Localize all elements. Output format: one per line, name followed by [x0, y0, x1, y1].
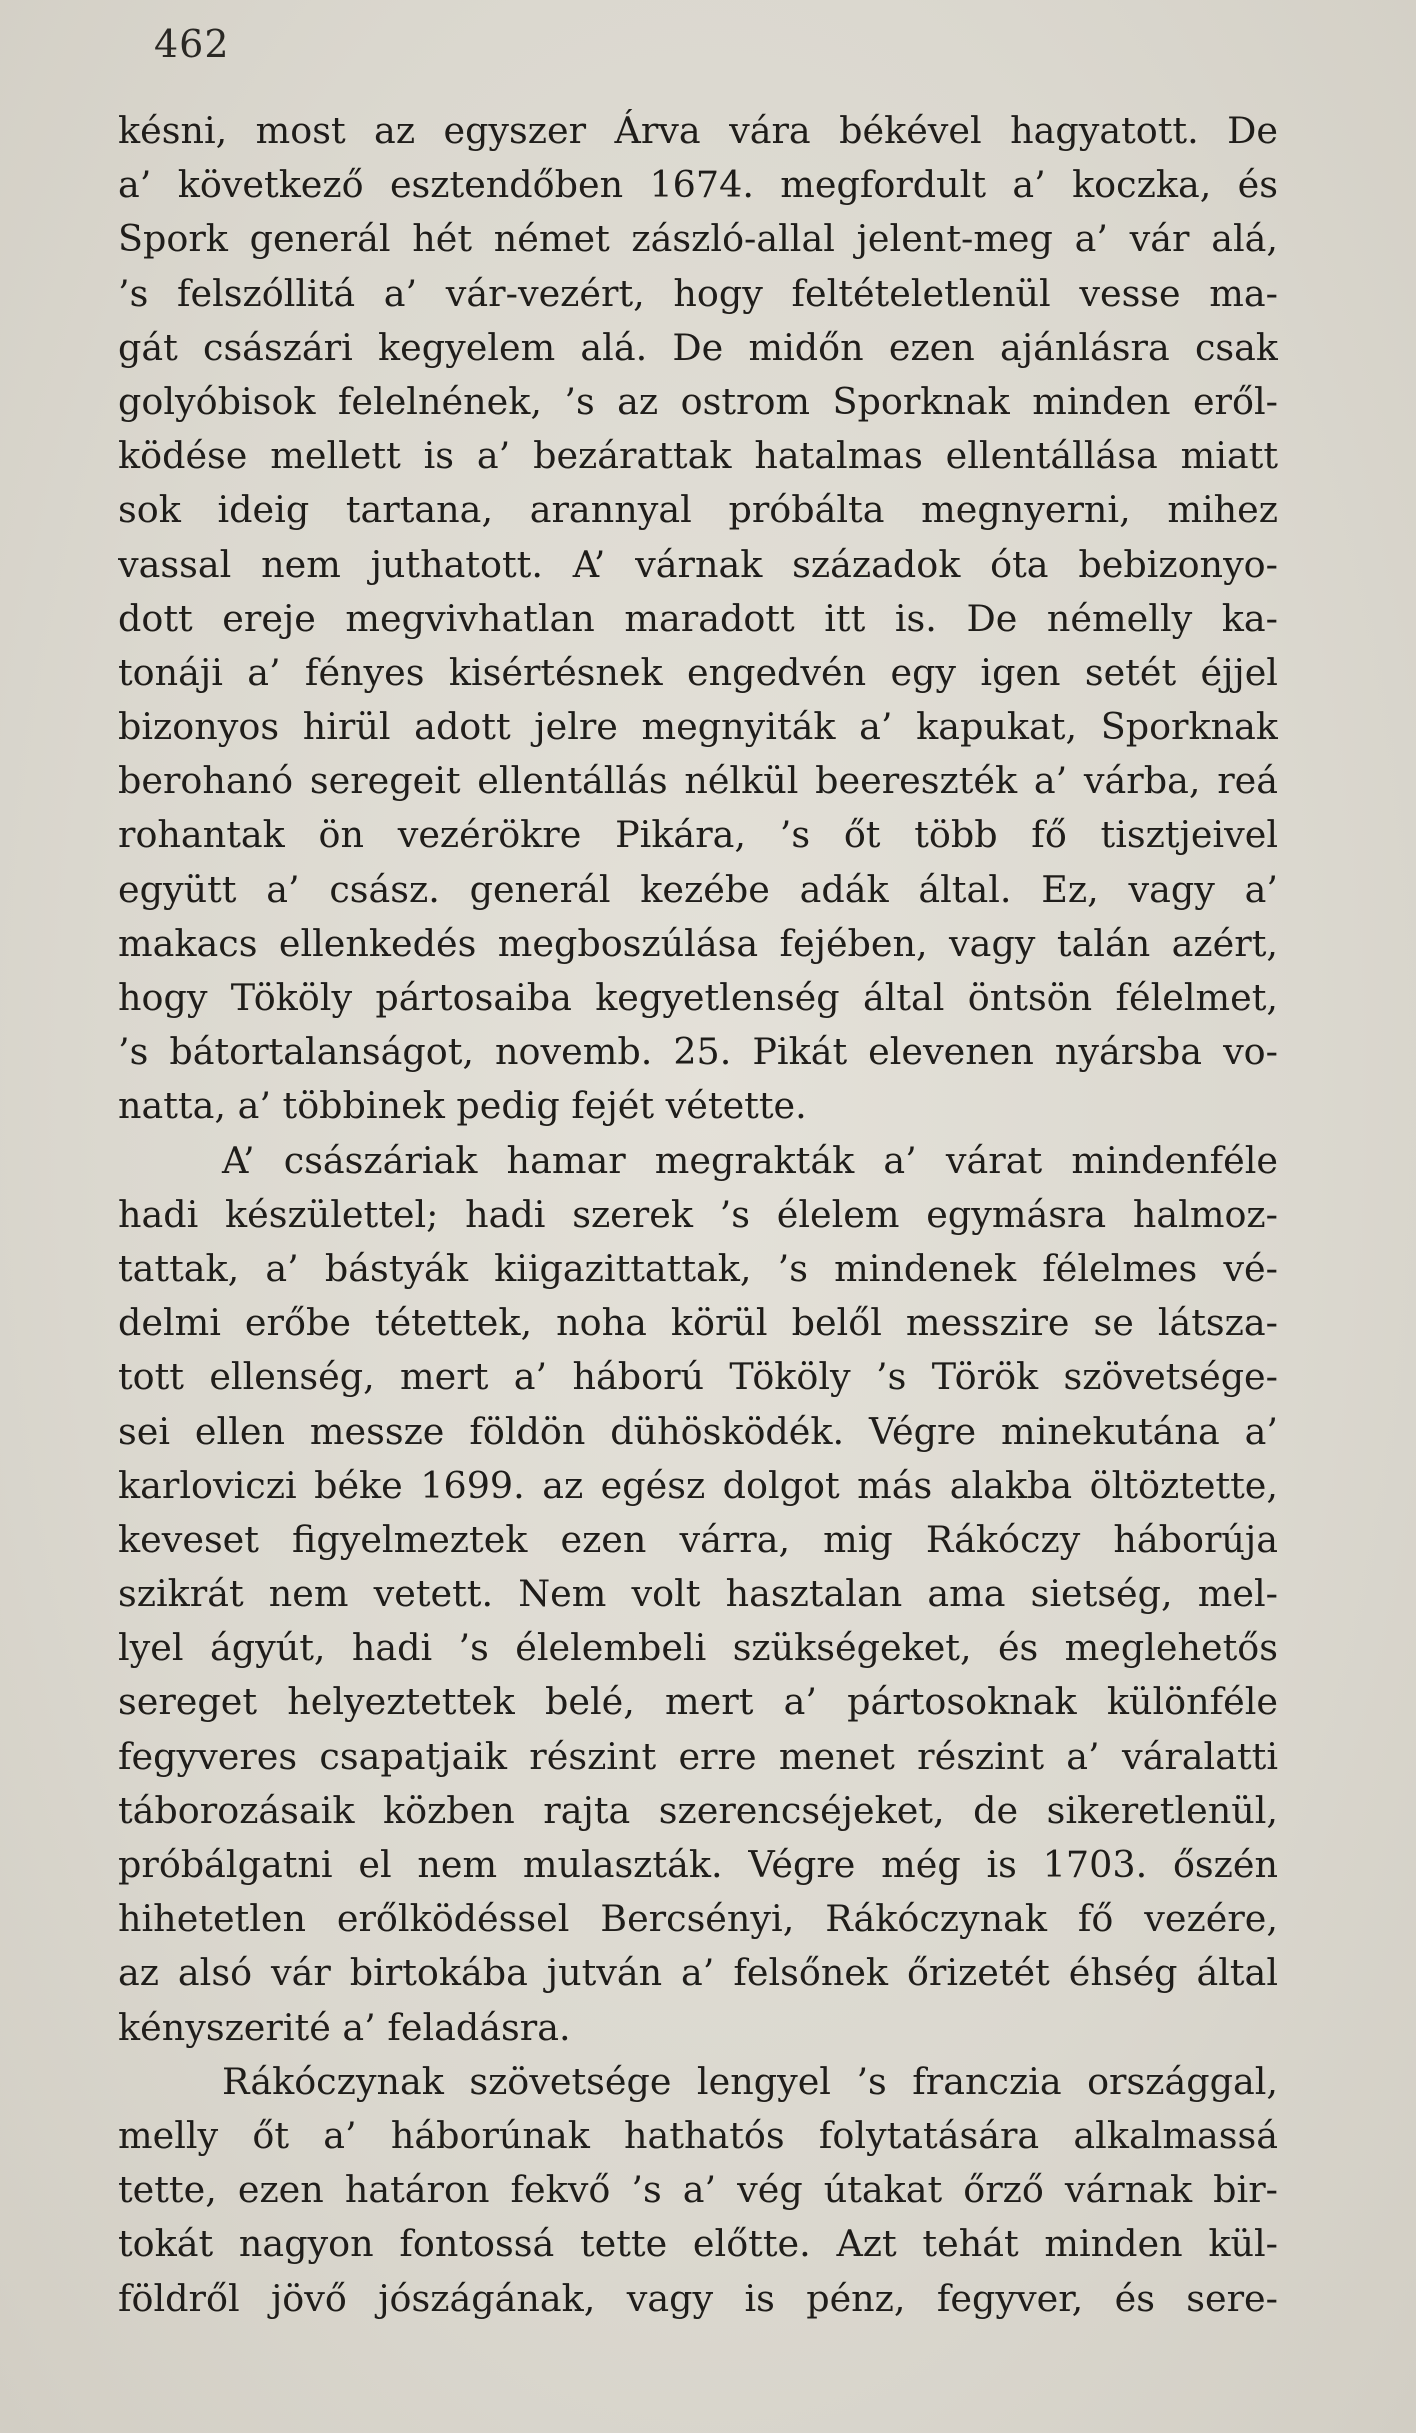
text-line: berohanó seregeit ellentállás nélkül beereszték a’ várba, reá: [118, 759, 1278, 803]
text-line: táborozásaik közben rajta szerencséjeket, de sikeretlenül,: [118, 1788, 1278, 1832]
text-line: ’s bátortalanságot, novemb. 25. Pikát elevenen nyársba vo-: [118, 1030, 1278, 1074]
text-line: sei ellen messze földön dühösködék. Végre minekutána a’: [118, 1409, 1278, 1453]
text-line: próbálgatni el nem mulaszták. Végre még is 1703. őszén: [118, 1843, 1278, 1886]
text-line: tonáji a’ fényes kisértésnek engedvén egy igen setét éjjel: [118, 650, 1278, 694]
text-line: gát császári kegyelem alá. De midőn ezen ajánlásra csak: [118, 325, 1278, 369]
text-line: sereget helyeztettek belé, mert a’ pártosoknak különféle: [118, 1680, 1278, 1724]
text-line: ’s felszóllitá a’ vár-vezért, hogy feltételetlenül vesse ma-: [118, 271, 1278, 315]
text-line: együtt a’ csász. generál kezébe adák által. Ez, vagy a’: [118, 867, 1278, 911]
text-line: a’ következő esztendőben 1674. megfordult a’ koczka, és: [118, 163, 1278, 207]
text-line: fegyveres csapatjaik részint erre menet részint a’ váralatti: [118, 1734, 1278, 1778]
text-line: ködése mellett is a’ bezárattak hatalmas ellentállása miatt: [118, 434, 1278, 478]
text-line: hadi készülettel; hadi szerek ’s élelem egymásra halmoz-: [118, 1192, 1278, 1236]
text-line: karloviczi béke 1699. az egész dolgot más alakba öltöztette,: [118, 1463, 1278, 1507]
text-line: az alsó vár birtokába jutván a’ felsőnek őrizetét éhség által: [118, 1951, 1278, 1995]
paragraph-end-line: natta, a’ többinek pedig fejét vétette.: [118, 1084, 807, 1128]
text-line: golyóbisok felelnének, ’s az ostrom Sporknak minden eről-: [118, 379, 1278, 423]
text-line: bizonyos hirül adott jelre megnyiták a’ kapukat, Sporknak: [118, 705, 1278, 749]
text-line: makacs ellenkedés megboszúlása fejében, vagy talán azért,: [118, 921, 1278, 965]
paragraph-start-line: A’ császáriak hamar megrakták a’ várat mindenféle: [222, 1138, 1278, 1182]
paragraph-start-line: Rákóczynak szövetsége lengyel ’s franczia országgal,: [222, 2059, 1278, 2103]
text-line: késni, most az egyszer Árva vára békével hagyatott. De: [118, 109, 1278, 152]
text-line: keveset figyelmeztek ezen várra, mig Rákóczy háborúja: [118, 1517, 1278, 1561]
text-line: lyel ágyút, hadi ’s élelembeli szükségeket, és meglehetős: [118, 1626, 1278, 1670]
text-line: tattak, a’ bástyák kiigazittattak, ’s mindenek félelmes vé-: [118, 1246, 1278, 1290]
text-line: szikrát nem vetett. Nem volt hasztalan ama sietség, mel-: [118, 1572, 1278, 1616]
text-line: Spork generál hét német zászló-allal jelent-meg a’ vár alá,: [118, 217, 1278, 261]
paragraph-end-line: kényszerité a’ feladásra.: [118, 2005, 571, 2049]
text-line: hogy Tököly pártosaiba kegyetlenség által öntsön félelmet,: [118, 976, 1278, 1019]
text-line: hihetetlen erőlködéssel Bercsényi, Rákóczynak fő vezére,: [118, 1897, 1278, 1941]
text-line: delmi erőbe tétettek, noha körül belől messzire se látsza-: [118, 1301, 1278, 1345]
text-line: dott ereje megvivhatlan maradott itt is. De némelly ka-: [118, 596, 1278, 640]
text-line: tette, ezen határon fekvő ’s a’ vég útakat őrző várnak bir-: [118, 2168, 1278, 2212]
text-line: sok ideig tartana, arannyal próbálta megnyerni, mihez: [118, 488, 1278, 532]
text-line: melly őt a’ háborúnak hathatós folytatására alkalmassá: [118, 2113, 1278, 2157]
text-line: tokát nagyon fontossá tette előtte. Azt tehát minden kül-: [118, 2222, 1278, 2266]
page-number: 462: [154, 22, 230, 66]
text-line: rohantak ön vezérökre Pikára, ’s őt több fő tisztjeivel: [118, 813, 1278, 857]
text-line: földről jövő jószágának, vagy is pénz, fegyver, és sere-: [118, 2276, 1278, 2320]
text-line: vassal nem juthatott. A’ várnak századok óta bebizonyo-: [118, 542, 1278, 586]
text-line: tott ellenség, mert a’ háború Tököly ’s Török szövetsége-: [118, 1355, 1278, 1399]
body-text: [118, 104, 1278, 2326]
